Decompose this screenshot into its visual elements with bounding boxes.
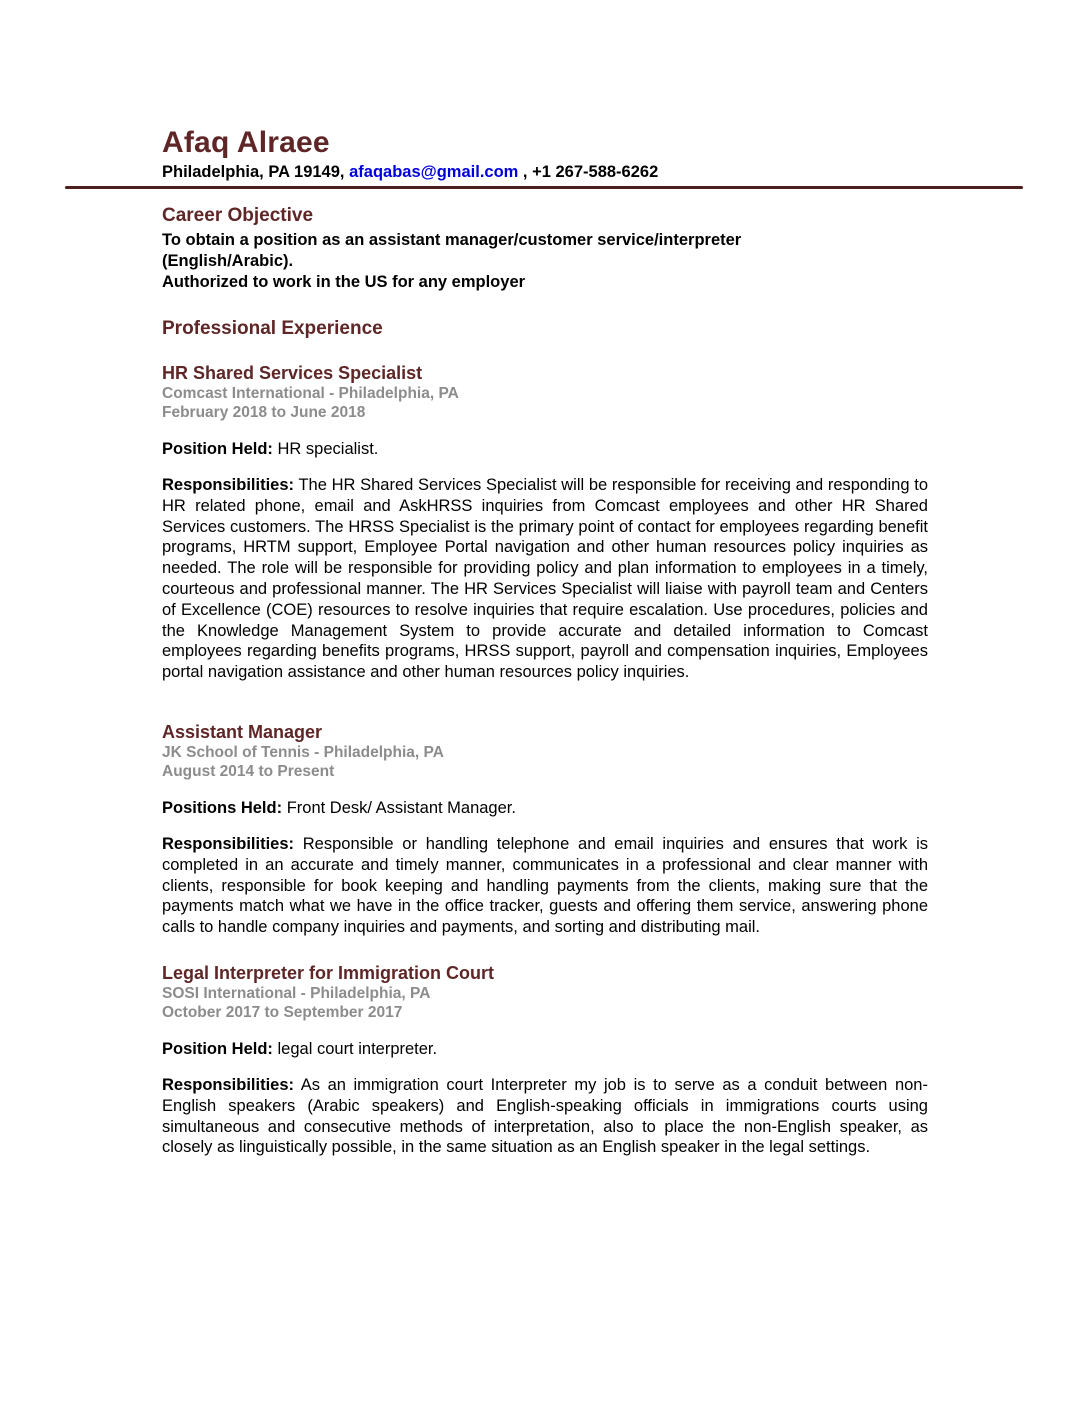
job-entry-assistant-manager [162,721,928,938]
position-held-label: Position Held: [162,1039,273,1058]
position-held-value: legal court interpreter. [277,1039,438,1058]
responsibilities-paragraph [162,834,928,938]
job-title: Legal Interpreter for Immigration Court [162,962,495,983]
position-held-line [162,798,928,818]
professional-experience-heading: Professional Experience [162,318,383,339]
section-professional-experience [162,317,928,1158]
job-company: JK School of Tennis - Philadelphia, PA [162,743,444,761]
job-dates: October 2017 to September 2017 [162,1003,403,1021]
position-held-label: Positions Held: [162,798,283,817]
responsibilities-text: Responsible or handling telephone and email inquiries and ensures that work is completed in an accurate and timely manner, communicates in a professional and clear manner with clients, responsible for book keeping and handling payments from the clients, making sure that the payments match what we have in the office tracker, guests and offering them service, answering phone calls to handle company inquiries and payments, and sorting and distributing mail. [162,834,928,937]
contact-location: Philadelphia, PA 19149, [162,163,345,181]
responsibilities-text: The HR Shared Services Specialist will be responsible for receiving and responding to HR related phone, email and AskHRSS inquiries from Comcast employees and other HR Shared Services customers. The HRSS Specialist is the primary point of contact for employees regarding benefit programs, HRTM support, Employee Portal navigation and other human resources policy inquiries as needed. The role will be responsible for providing policy and plan information to employees in a timely, courteous and professional manner. The HR Services Specialist will liaise with payroll team and Centers of Excellence (COE) resources to resolve inquiries that require escalation. Use procedures, policies and the Knowledge Management System to provide accurate and detailed information to Comcast employees regarding benefits programs, HRSS support, payroll and compensation inquiries, Employees portal navigation assistance and other human resources policy inquiries. [162,476,928,682]
resume-name: Afaq Alraee [162,126,330,159]
contact-line [162,162,928,182]
position-held-line [162,1039,928,1059]
email-link[interactable]: afaqabas@gmail.com [349,163,519,181]
responsibilities-text: As an immigration court Interpreter my job is to serve as a conduit between non-English speakers (Arabic speakers) and English-speaking officials in immigrations courts using simultaneous and consecutive methods of interpretation, also to place the non-English speaker, as closely as linguistically possible, in the same situation as an English speaker in the legal settings. [162,1075,928,1157]
job-title: Assistant Manager [162,721,323,742]
objective-line: Authorized to work in the US for any employer [162,273,526,291]
contact-separator: , [518,163,533,181]
responsibilities-paragraph [162,475,928,683]
objective-line: (English/Arabic). [162,252,294,270]
position-held-line [162,439,928,459]
responsibilities-label: Responsibilities: [162,476,295,494]
job-company: Comcast International - Philadelphia, PA [162,385,459,402]
header-divider [65,186,1023,189]
section-career-objective [162,204,928,293]
responsibilities-paragraph [162,1075,928,1158]
objective-line: To obtain a position as an assistant manager/customer service/interpreter [162,231,742,249]
position-held-label: Position Held: [162,440,273,458]
job-entry-hr-shared-services [162,362,928,683]
contact-phone: +1 267-588-6262 [532,163,659,181]
position-held-value: Front Desk/ Assistant Manager. [286,798,516,817]
responsibilities-label: Responsibilities: [162,834,295,853]
career-objective-text [162,230,928,293]
job-dates: August 2014 to Present [162,762,335,780]
job-dates: February 2018 to June 2018 [162,404,366,421]
job-company: SOSI International - Philadelphia, PA [162,984,431,1002]
responsibilities-label: Responsibilities: [162,1075,295,1094]
job-entry-legal-interpreter [162,962,928,1158]
career-objective-heading: Career Objective [162,205,314,226]
resume-header [162,126,928,182]
position-held-value: HR specialist. [277,440,379,458]
job-title: HR Shared Services Specialist [162,363,423,383]
